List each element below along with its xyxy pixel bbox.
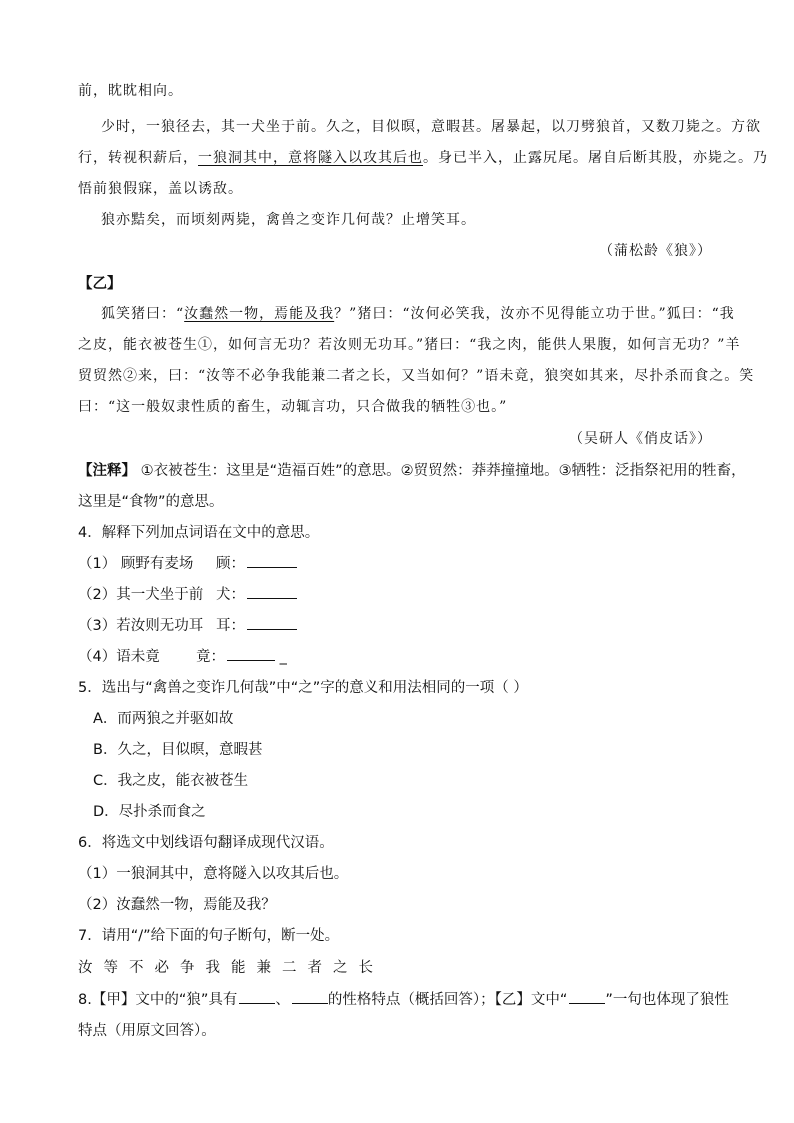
item-number: （1） xyxy=(78,556,117,572)
jia-p1-line-1: 少时，一狼径去，其一犬坐于前。久之，目似暝，意暇甚。屠暴起，以刀劈狼首，又数刀毙之。方欲 xyxy=(101,119,761,135)
item-number: （2） xyxy=(78,587,117,603)
item-text: 语未竟 xyxy=(116,649,160,665)
q4-answer-4 xyxy=(196,645,287,666)
q8-text: 8.【甲】文中的“狼”具有 xyxy=(78,992,238,1008)
answer-blank[interactable] xyxy=(227,646,275,661)
q6-stem: 6．将选文中划线语句翻译成现代汉语。 xyxy=(78,835,334,851)
q4-item-3 xyxy=(78,614,203,635)
answer-blank[interactable] xyxy=(239,989,275,1004)
answer-label: 竟： xyxy=(196,649,225,665)
answer-label: 顾： xyxy=(216,556,245,572)
q8-text: 的性格特点（概括回答）；【乙】文中“ xyxy=(327,992,568,1008)
jia-text: 。身已半入，止露尻尾。屠自后断其股，亦毙之。乃 xyxy=(423,150,768,166)
item-text: 其一犬坐于前 xyxy=(116,587,204,603)
answer-blank[interactable] xyxy=(247,615,297,630)
jia-text: 行，转视积薪后， xyxy=(78,150,198,166)
q8-text: ”一句也体现了狼性 xyxy=(605,992,729,1008)
underlined-sentence-2: 汝蠢然一物，焉能及我 xyxy=(184,306,335,322)
q7-sentence[interactable]: 汝等不必争我能兼二者之长 xyxy=(78,960,384,976)
q5-option-c[interactable]: C．我之皮，能衣被苍生 xyxy=(93,773,249,789)
answer-label: 耳： xyxy=(216,618,245,634)
q4-answer-2 xyxy=(216,583,297,604)
q4-answer-1 xyxy=(216,552,297,573)
item-text: 顾野有麦场 xyxy=(116,556,194,572)
q6-item-1: （1）一狼洞其中，意将隧入以攻其后也。 xyxy=(78,866,349,882)
q4-item-2 xyxy=(78,583,203,604)
q8-line-1 xyxy=(78,988,729,1009)
q4-item-1 xyxy=(78,552,193,573)
yi-text: 狐笑猪曰：“ xyxy=(101,306,185,322)
yi-text: ？”猪曰：“汝何必笑我，汝亦不见得能立功于世。”狐曰：“我 xyxy=(334,306,735,322)
jia-line-0: 前，眈眈相向。 xyxy=(78,83,183,99)
notes-line-1 xyxy=(78,459,746,480)
notes-line-2: 这里是“食物”的意思。 xyxy=(78,494,224,510)
q4-item-4 xyxy=(78,645,160,666)
answer-label: 犬： xyxy=(216,587,245,603)
notes-text: ①衣被苍生：这里是“造福百姓”的意思。②贸贸然：莽莽撞撞地。③牺牲：泛指祭祀用的牲畜， xyxy=(136,463,746,479)
q5-option-d[interactable]: D．尽扑杀而食之 xyxy=(93,804,206,820)
yi-line-3: 贸贸然②来，曰：“汝等不必争我能兼二者之长，又当如何？”语未竟，狼突如其来，尽扑杀而食之。笑 xyxy=(78,368,755,384)
answer-blank[interactable] xyxy=(247,553,297,568)
answer-blank[interactable] xyxy=(569,989,605,1004)
q4-stem: 4．解释下列加点词语在文中的意思。 xyxy=(78,525,320,541)
jia-p1-line-2 xyxy=(78,147,768,167)
jia-source: （蒲松龄《狼》） xyxy=(599,243,712,259)
item-text: 若汝则无功耳 xyxy=(116,618,204,634)
underlined-sentence-1: 一狼洞其中，意将隧入以攻其后也 xyxy=(198,150,423,166)
yi-line-4: 曰：“这一般奴隶性质的畜生，动辄言功，只合做我的牺牲③也。” xyxy=(78,399,508,415)
q4-answer-3 xyxy=(216,614,297,635)
jia-p2: 狼亦黠矣，而顷刻两毙，禽兽之变诈几何哉？止增笑耳。 xyxy=(101,212,476,228)
yi-label: 【乙】 xyxy=(78,276,122,292)
item-number: （3） xyxy=(78,618,117,634)
q5-option-b[interactable]: B．久之，目似暝，意暇甚 xyxy=(93,742,263,758)
q5-stem: 5．选出与“禽兽之变诈几何哉”中“之”字的意义和用法相同的一项（ ） xyxy=(78,680,528,696)
notes-label: 【注释】 xyxy=(78,463,136,479)
q5-option-a[interactable]: A．而两狼之并驱如故 xyxy=(93,711,234,727)
yi-source: （吴研人《俏皮话》） xyxy=(569,431,712,447)
q8-line-2: 特点（用原文回答）。 xyxy=(78,1023,216,1039)
answer-blank[interactable] xyxy=(247,584,297,599)
q8-text: 、 xyxy=(275,992,290,1008)
answer-tail: _ xyxy=(279,649,287,665)
jia-p1-line-3: 悟前狼假寐，盖以诱敌。 xyxy=(78,181,243,197)
yi-line-1 xyxy=(101,303,735,323)
yi-line-2: 之皮，能衣被苍生①，如何言无功？若汝则无功耳。”猪曰：“我之肉，能供人果腹，如何言无功？”羊 xyxy=(78,337,741,353)
q7-stem: 7．请用“/”给下面的句子断句，断一处。 xyxy=(78,928,340,944)
answer-blank[interactable] xyxy=(292,989,328,1004)
q6-item-2: （2）汝蠢然一物，焉能及我？ xyxy=(78,897,276,913)
item-number: （4） xyxy=(78,649,117,665)
